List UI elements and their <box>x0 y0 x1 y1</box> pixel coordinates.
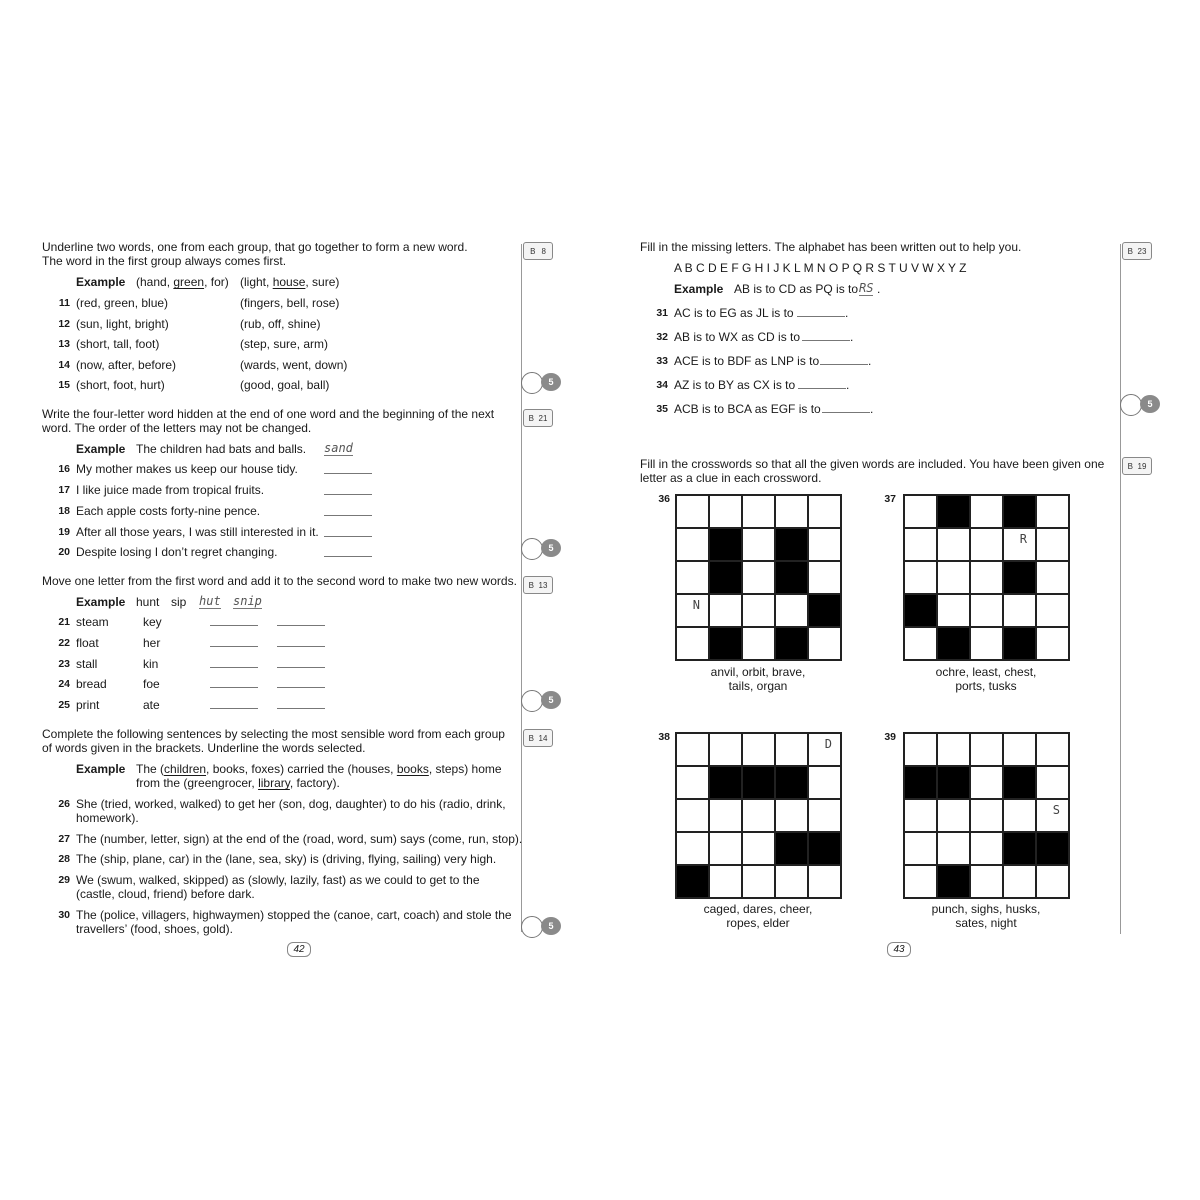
black-square <box>1036 832 1069 865</box>
question-number: 12 <box>58 318 70 330</box>
crossword-cell[interactable] <box>970 495 1003 528</box>
first-word: bread <box>76 677 107 691</box>
question-number: 21 <box>58 616 70 628</box>
question-sentence: Despite losing I don’t regret changing. <box>76 545 278 559</box>
word-group-b[interactable]: (fingers, bell, rose) <box>240 296 340 310</box>
progress-tag: B 14 <box>523 729 553 747</box>
crossword-cell[interactable] <box>676 528 709 561</box>
black-square <box>709 528 742 561</box>
sentence-line[interactable]: travellers’ (food, shoes, gold). <box>76 922 233 936</box>
crossword-cell[interactable] <box>742 733 775 766</box>
crossword-cell[interactable] <box>775 733 808 766</box>
question-number: 18 <box>58 505 70 517</box>
crossword-cell[interactable] <box>937 799 970 832</box>
crossword-cell[interactable] <box>970 832 1003 865</box>
crossword-grid-39[interactable] <box>903 732 1070 899</box>
question-number: 28 <box>58 853 70 865</box>
question-number: 15 <box>58 379 70 391</box>
clue-letter: N <box>692 598 700 612</box>
question-number: 32 <box>656 331 668 343</box>
answer-blank[interactable] <box>277 708 325 709</box>
instruction-line: of words given in the brackets. Underline the words selected. <box>42 741 366 755</box>
sentence-line[interactable]: We (swum, walked, skipped) as (slowly, lazily, fast) as we could to get to the <box>76 873 480 887</box>
progress-tag: B 21 <box>523 409 553 427</box>
clue-letter: D <box>824 737 832 751</box>
answer-blank[interactable] <box>822 412 870 413</box>
example-label: Example <box>674 282 724 296</box>
question-number: 27 <box>58 833 70 845</box>
question-number: 36 <box>658 493 670 505</box>
answer-blank[interactable] <box>324 494 372 495</box>
word-list: caged, dares, cheer, ropes, elder <box>703 902 813 930</box>
clue-letter: R <box>1019 532 1027 546</box>
black-square <box>937 766 970 799</box>
crossword-cell[interactable] <box>937 561 970 594</box>
crossword-cell[interactable] <box>1003 865 1036 898</box>
black-square <box>937 865 970 898</box>
answer-blank[interactable] <box>277 687 325 688</box>
sentence-line[interactable]: The (number, letter, sign) at the end of the (road, word, sum) says (come, run, stop). <box>76 832 523 846</box>
black-square <box>775 832 808 865</box>
black-square <box>808 832 841 865</box>
crossword-cell[interactable] <box>742 495 775 528</box>
black-square <box>709 561 742 594</box>
word-group-a[interactable]: (now, after, before) <box>76 358 177 372</box>
first-word: stall <box>76 657 98 671</box>
question-number: 39 <box>884 731 896 743</box>
question-number: 13 <box>58 338 70 350</box>
word-group-b[interactable]: (rub, off, shine) <box>240 317 321 331</box>
crossword-cell[interactable] <box>904 733 937 766</box>
crossword-cell[interactable] <box>775 594 808 627</box>
crossword-grid-36[interactable] <box>675 494 842 661</box>
crossword-cell[interactable] <box>1036 766 1069 799</box>
crossword-cell[interactable] <box>775 799 808 832</box>
crossword-cell[interactable] <box>1003 594 1036 627</box>
answer-blank[interactable] <box>277 625 325 626</box>
score-box[interactable]: 5 <box>1120 394 1164 414</box>
black-square <box>1003 832 1036 865</box>
first-word: float <box>76 636 99 650</box>
crossword-cell[interactable] <box>904 627 937 660</box>
crossword-cell[interactable] <box>709 832 742 865</box>
question-number: 25 <box>58 699 70 711</box>
crossword-cell[interactable] <box>1036 495 1069 528</box>
question-sentence: Each apple costs forty-nine pence. <box>76 504 261 518</box>
question-sentence: My mother makes us keep our house tidy. <box>76 462 298 476</box>
question-number: 29 <box>58 874 70 886</box>
black-square <box>709 766 742 799</box>
crossword-cell[interactable] <box>742 799 775 832</box>
period: . <box>868 354 872 368</box>
crossword-cell[interactable] <box>808 627 841 660</box>
crossword-cell[interactable] <box>1003 733 1036 766</box>
word-group-b[interactable]: (wards, went, down) <box>240 358 348 372</box>
example-answer-b: snip <box>233 594 262 608</box>
question-number: 30 <box>58 909 70 921</box>
question-sentence: I like juice made from tropical fruits. <box>76 483 265 497</box>
black-square <box>808 594 841 627</box>
black-square <box>742 766 775 799</box>
crossword-cell[interactable] <box>937 528 970 561</box>
right-margin-line <box>1120 244 1121 934</box>
sentence-line[interactable]: The (ship, plane, car) in the (lane, sea, sky) is (driving, flying, sailing) very high. <box>76 852 497 866</box>
crossword-cell[interactable] <box>904 561 937 594</box>
answer-blank[interactable] <box>324 515 372 516</box>
answer-blank[interactable] <box>324 556 372 557</box>
crossword-cell[interactable] <box>808 495 841 528</box>
black-square <box>775 627 808 660</box>
example-answer: sand <box>324 441 353 455</box>
progress-tag: B 8 <box>523 242 553 260</box>
crossword-cell[interactable] <box>676 733 709 766</box>
example-answer: RS <box>859 281 874 295</box>
black-square <box>1003 495 1036 528</box>
crossword-cell[interactable] <box>808 865 841 898</box>
crossword-cell[interactable] <box>676 766 709 799</box>
word-group-b[interactable]: (step, sure, arm) <box>240 337 329 351</box>
answer-blank[interactable] <box>820 364 868 365</box>
crossword-cell[interactable] <box>937 832 970 865</box>
question-number: 33 <box>656 355 668 367</box>
question-text: ACE is to BDF as LNP is to <box>674 354 820 368</box>
crossword-cell[interactable] <box>709 799 742 832</box>
black-square <box>937 495 970 528</box>
crossword-cell[interactable] <box>970 865 1003 898</box>
crossword-cell[interactable] <box>709 733 742 766</box>
answer-blank[interactable] <box>324 536 372 537</box>
word-list: ochre, least, chest, ports, tusks <box>935 665 1037 693</box>
period: . <box>846 378 850 392</box>
crossword-cell[interactable] <box>1003 799 1036 832</box>
instruction-line: The word in the first group always comes first. <box>42 254 287 268</box>
example-text: AB is to CD as PQ is to <box>734 282 859 296</box>
crossword-cell[interactable] <box>1003 528 1036 561</box>
example-word-b: sip <box>171 595 187 609</box>
sentence-line[interactable]: homework). <box>76 811 139 825</box>
question-number: 35 <box>656 403 668 415</box>
crossword-cell[interactable] <box>1036 528 1069 561</box>
question-number: 23 <box>58 658 70 670</box>
example-label: Example <box>76 595 126 609</box>
crossword-cell[interactable] <box>904 832 937 865</box>
crossword-cell[interactable] <box>1036 865 1069 898</box>
crossword-cell[interactable] <box>970 766 1003 799</box>
black-square <box>676 865 709 898</box>
instruction-line: Move one letter from the first word and add it to the second word to make two new words. <box>42 574 517 588</box>
example-word-a: hunt <box>136 595 160 609</box>
example-group-b: (light, house, sure) <box>240 275 340 289</box>
crossword-cell[interactable] <box>1036 799 1069 832</box>
question-number: 24 <box>58 678 70 690</box>
word-group-a[interactable]: (short, tall, foot) <box>76 337 160 351</box>
crossword-cell[interactable] <box>676 594 709 627</box>
crossword-cell[interactable] <box>808 766 841 799</box>
crossword-cell[interactable] <box>904 865 937 898</box>
crossword-cell[interactable] <box>676 495 709 528</box>
example-line: from the (greengrocer, library, factory). <box>136 776 340 790</box>
crossword-cell[interactable] <box>742 561 775 594</box>
answer-blank[interactable] <box>802 340 850 341</box>
sentence-line[interactable]: (castle, cloud, friend) before dark. <box>76 887 255 901</box>
answer-blank[interactable] <box>324 473 372 474</box>
crossword-cell[interactable] <box>676 561 709 594</box>
black-square <box>937 627 970 660</box>
crossword-grid-37[interactable] <box>903 494 1070 661</box>
example-period: . <box>877 282 881 296</box>
crossword-cell[interactable] <box>709 495 742 528</box>
crossword-cell[interactable] <box>742 528 775 561</box>
crossword-cell[interactable] <box>808 733 841 766</box>
page-number: 42 <box>287 942 311 957</box>
crossword-cell[interactable] <box>775 495 808 528</box>
crossword-cell[interactable] <box>709 594 742 627</box>
black-square <box>775 528 808 561</box>
score-box[interactable]: 5 <box>521 538 565 558</box>
question-number: 17 <box>58 484 70 496</box>
crossword-cell[interactable] <box>1036 627 1069 660</box>
word-group-a[interactable]: (short, foot, hurt) <box>76 378 165 392</box>
score-box[interactable]: 5 <box>521 372 565 392</box>
question-number: 16 <box>58 463 70 475</box>
answer-blank[interactable] <box>277 667 325 668</box>
period: . <box>850 330 854 344</box>
instruction-line: word. The order of the letters may not be changed. <box>42 421 312 435</box>
sentence-line[interactable]: The (police, villagers, highwaymen) stopped the (canoe, cart, coach) and stole the <box>76 908 512 922</box>
question-sentence: After all those years, I was still interested in it. <box>76 525 319 539</box>
clue-letter: S <box>1052 803 1060 817</box>
sentence-line[interactable]: She (tried, worked, walked) to get her (son, dog, daughter) to do his (radio, drink, <box>76 797 506 811</box>
crossword-cell[interactable] <box>970 733 1003 766</box>
answer-blank[interactable] <box>798 388 846 389</box>
crossword-cell[interactable] <box>709 865 742 898</box>
word-list: anvil, orbit, brave, tails, organ <box>710 665 806 693</box>
black-square <box>1003 627 1036 660</box>
second-word: foe <box>143 677 160 691</box>
second-word: ate <box>143 698 160 712</box>
crossword-grid-38[interactable] <box>675 732 842 899</box>
word-list: punch, sighs, husks, sates, night <box>931 902 1041 930</box>
example-answer-a: hut <box>199 594 221 608</box>
answer-blank[interactable] <box>210 625 258 626</box>
second-word: key <box>143 615 162 629</box>
crossword-cell[interactable] <box>808 799 841 832</box>
crossword-cell[interactable] <box>742 594 775 627</box>
second-word: her <box>143 636 161 650</box>
question-number: 37 <box>884 493 896 505</box>
crossword-cell[interactable] <box>904 528 937 561</box>
answer-blank[interactable] <box>277 646 325 647</box>
crossword-cell[interactable] <box>970 799 1003 832</box>
word-group-b[interactable]: (good, goal, ball) <box>240 378 330 392</box>
example-label: Example <box>76 442 126 456</box>
question-number: 14 <box>58 359 70 371</box>
question-number: 11 <box>58 297 70 309</box>
question-number: 31 <box>656 307 668 319</box>
example-group-a: (hand, green, for) <box>136 275 229 289</box>
example-sentence: The children had bats and balls. <box>136 442 307 456</box>
question-number: 22 <box>58 637 70 649</box>
crossword-cell[interactable] <box>904 799 937 832</box>
question-number: 26 <box>58 798 70 810</box>
black-square <box>709 627 742 660</box>
question-text: AZ is to BY as CX is to <box>674 378 796 392</box>
left-margin-line <box>521 244 522 932</box>
instruction-line: Fill in the crosswords so that all the given words are included. You have been given one <box>640 457 1105 471</box>
progress-tag: B 23 <box>1122 242 1152 260</box>
score-box[interactable]: 5 <box>521 916 565 936</box>
crossword-cell[interactable] <box>676 799 709 832</box>
question-text: AC is to EG as JL is to <box>674 306 794 320</box>
page-number: 43 <box>887 942 911 957</box>
instruction-line: Write the four-letter word hidden at the end of one word and the beginning of the next <box>42 407 495 421</box>
period: . <box>845 306 849 320</box>
answer-blank[interactable] <box>210 687 258 688</box>
crossword-cell[interactable] <box>742 865 775 898</box>
crossword-cell[interactable] <box>808 561 841 594</box>
answer-blank[interactable] <box>210 646 258 647</box>
black-square <box>1003 561 1036 594</box>
crossword-cell[interactable] <box>676 832 709 865</box>
black-square <box>775 766 808 799</box>
first-word: steam <box>76 615 109 629</box>
question-number: 20 <box>58 546 70 558</box>
crossword-cell[interactable] <box>937 733 970 766</box>
crossword-cell[interactable] <box>970 627 1003 660</box>
answer-blank[interactable] <box>210 667 258 668</box>
instruction-line: Underline two words, one from each group, that go together to form a new word. <box>42 240 468 254</box>
question-number: 34 <box>656 379 668 391</box>
black-square <box>775 561 808 594</box>
question-number: 38 <box>658 731 670 743</box>
crossword-cell[interactable] <box>904 495 937 528</box>
crossword-cell[interactable] <box>742 832 775 865</box>
crossword-cell[interactable] <box>775 865 808 898</box>
first-word: print <box>76 698 100 712</box>
crossword-cell[interactable] <box>937 594 970 627</box>
crossword-cell[interactable] <box>970 528 1003 561</box>
example-line: The (children, books, foxes) carried the (houses, books, steps) home <box>136 762 502 776</box>
word-group-a[interactable]: (red, green, blue) <box>76 296 169 310</box>
alphabet-strip: A B C D E F G H I J K L M N O P Q R S T U V W X Y Z <box>674 261 967 275</box>
crossword-cell[interactable] <box>1036 733 1069 766</box>
crossword-cell[interactable] <box>1036 594 1069 627</box>
instruction-line: Fill in the missing letters. The alphabet has been written out to help you. <box>640 240 1022 254</box>
question-number: 19 <box>58 526 70 538</box>
answer-blank[interactable] <box>797 316 845 317</box>
crossword-cell[interactable] <box>1036 561 1069 594</box>
question-text: ACB is to BCA as EGF is to <box>674 402 821 416</box>
example-label: Example <box>76 275 126 289</box>
instruction-line: letter as a clue in each crossword. <box>640 471 822 485</box>
crossword-cell[interactable] <box>808 528 841 561</box>
black-square <box>904 766 937 799</box>
progress-tag: B 13 <box>523 576 553 594</box>
question-text: AB is to WX as CD is to <box>674 330 801 344</box>
word-group-a[interactable]: (sun, light, bright) <box>76 317 169 331</box>
crossword-cell[interactable] <box>970 561 1003 594</box>
crossword-cell[interactable] <box>742 627 775 660</box>
instruction-line: Complete the following sentences by selecting the most sensible word from each group <box>42 727 505 741</box>
period: . <box>870 402 874 416</box>
progress-tag: B 19 <box>1122 457 1152 475</box>
answer-blank[interactable] <box>210 708 258 709</box>
second-word: kin <box>143 657 159 671</box>
black-square <box>1003 766 1036 799</box>
black-square <box>904 594 937 627</box>
score-box[interactable]: 5 <box>521 690 565 710</box>
crossword-cell[interactable] <box>676 627 709 660</box>
example-label: Example <box>76 762 126 776</box>
crossword-cell[interactable] <box>970 594 1003 627</box>
